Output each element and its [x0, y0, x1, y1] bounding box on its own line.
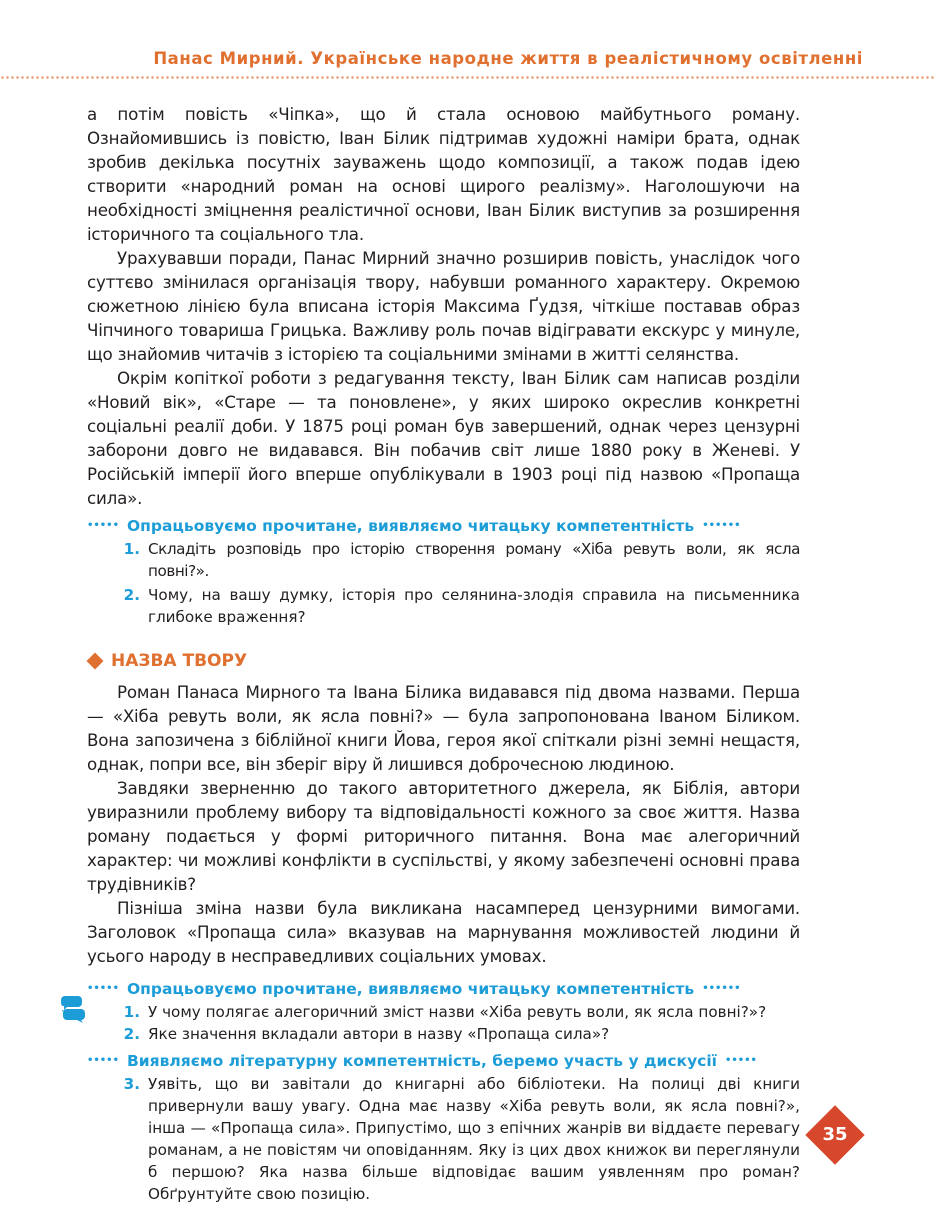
question-number: 2. — [123, 586, 140, 604]
exercise-heading-text: Опрацьовуємо прочитане, виявляємо читацьку компетентність — [126, 980, 695, 998]
exercise-heading-text: Виявляємо літературну компетентність, беремо участь у дискусії — [126, 1052, 717, 1070]
exercise-heading — [87, 977, 800, 1001]
dots-decoration: •••••• — [702, 983, 741, 994]
question-item — [87, 538, 800, 582]
question-text: У чому полягає алегоричний зміст назви «Хіба ревуть воли, як ясла повні?»? — [148, 1003, 767, 1021]
paragraph: Роман Панаса Мирного та Івана Білика видавався під двома назвами. Перша — «Хіба ревуть воли, як ясла повні?» — була запропонована Іваном Біликом. Вона запозичена з біблійної книги Йова, героя якої спіткали різні земні нещастя, однак, попри все, він зберіг віру й лишився доброчесною людиною. — [87, 682, 800, 774]
discussion-icon — [57, 993, 87, 1023]
paragraph: а потім повість «Чіпка», що й стала основою майбутнього роману. Ознайомившись із повістю, Іван Білик підтримав художні наміри брата, однак зробив декілька посутніх зауважень щодо композиції, а також подав ідею створити «народний роман на основі щирого реалізму». Наголошуючи на необхідності зміцнення реалістичної основи, Іван Білик виступив за розширення історичного та соціального тла. — [87, 104, 800, 244]
paragraph: Урахувавши поради, Панас Мирний значно розширив повість, унаслідок чого суттєво змінилася організація твору, набувши романного характеру. Окремою сюжетною лінією була вписана історія Максима Ґудзя, чіткіше поставав образ Чіпчиного товариша Грицька. Важливу роль почав відігравати екскурс у минуле, що знайомив читачів з історією та соціальними змінами в житті селянства. — [87, 248, 800, 364]
paragraph: Окрім копіткої роботи з редагування тексту, Іван Білик сам написав розділи «Новий вік», «Старе — та поновлене», у яких широко окреслив конкретні соціальні реалії доби. У 1875 році роман був завершений, однак через цензурні заборони довго не видавався. Він побачив світ лише 1880 року в Женеві. У Російській імперії його вперше опублікували в 1903 році під назвою «Пропаща сила». — [87, 368, 800, 508]
dots-decoration: ••••• — [87, 983, 119, 994]
exercise-block-2 — [87, 977, 800, 1045]
page-content — [87, 102, 800, 1205]
question-list — [87, 1001, 800, 1045]
diamond-icon — [87, 653, 104, 670]
question-text: Яке значення вкладали автори в назву «Пропаща сила»? — [148, 1025, 610, 1043]
page-number: 35 — [822, 1124, 848, 1145]
section-heading — [87, 648, 800, 674]
section-title: НАЗВА ТВОРУ — [111, 651, 248, 671]
question-text: Уявіть, що ви завітали до книгарні або бібліотеки. На полиці дві книги привернули вашу увагу. Одна має назву «Хіба ревуть воли, як ясла повні?», інша — «Пропаща сила». Припустімо, що з епічних жанрів ви віддаєте перевагу романам, а не повістям чи оповіданням. Яку із цих двох книжок ви переглянули б першою? Яка назва більше відповідає вашим уявленням про роман? Обґрунтуйте свою позицію. — [148, 1075, 800, 1203]
exercise-heading — [87, 1049, 800, 1073]
paragraph: Завдяки зверненню до такого авторитетного джерела, як Біблія, автори увиразнили проблему вибору та відповідальності кожного за своє життя. Назва роману подається у формі риторичного питання. Вона має алегоричний характер: чи можливі конфлікти в суспільстві, у якому забезпечені основні права трудівників? — [87, 778, 800, 894]
dots-decoration: ••••• — [87, 520, 119, 531]
question-item — [87, 1023, 800, 1045]
header-dotted-rule — [0, 76, 935, 79]
question-item — [87, 1001, 800, 1023]
exercise-block-3 — [87, 1049, 800, 1205]
page-number-badge — [806, 1106, 864, 1164]
question-text: Складіть розповідь про історію створення роману «Хіба ревуть воли, як ясла повні?». — [148, 540, 800, 580]
question-list — [87, 1073, 800, 1205]
question-number: 1. — [123, 540, 140, 558]
question-item — [87, 584, 800, 628]
question-text: Чому, на вашу думку, історія про селянина-злодія справила на письменника глибоке враження? — [148, 586, 800, 626]
dots-decoration: ••••• — [87, 1055, 119, 1066]
running-header: Панас Мирний. Українське народне життя в реалістичному освітленні — [153, 49, 863, 68]
exercise-heading — [87, 514, 800, 538]
exercise-heading-text: Опрацьовуємо прочитане, виявляємо читацьку компетентність — [126, 517, 695, 535]
dots-decoration: ••••• — [724, 1055, 757, 1066]
question-number: 3. — [123, 1075, 140, 1093]
question-number: 2. — [123, 1025, 140, 1043]
dots-decoration: •••••• — [702, 520, 741, 531]
exercise-block-1 — [87, 514, 800, 628]
question-list — [87, 538, 800, 628]
paragraph: Пізніша зміна назви була викликана насамперед цензурними вимогами. Заголовок «Пропаща сила» вказував на марнування можливостей людини й усього народу в несправедливих соціальних умовах. — [87, 898, 800, 966]
question-item — [87, 1073, 800, 1205]
question-number: 1. — [123, 1003, 140, 1021]
